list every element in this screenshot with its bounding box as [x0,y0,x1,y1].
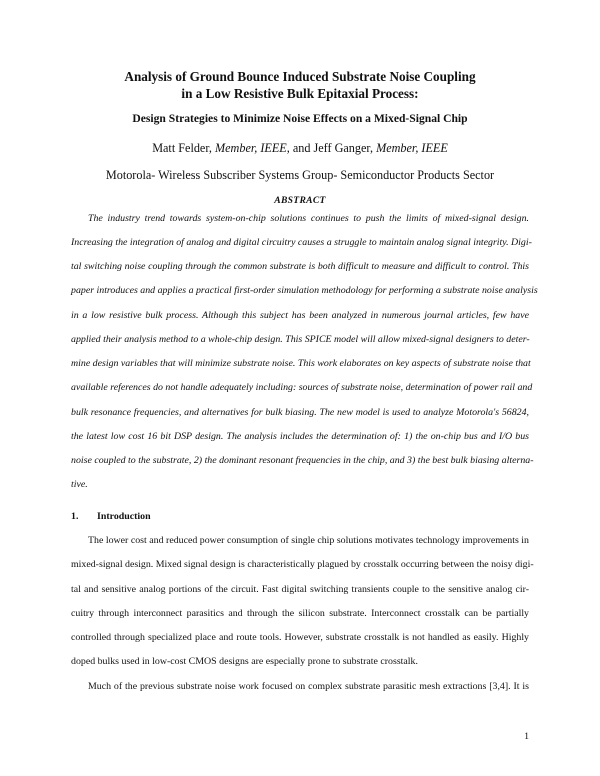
body-line: Much of the previous substrate noise work focused on complex substrate parasitic mesh extractions [3,4]. It is [88,681,529,692]
body-line: mixed-signal design. Mixed signal design is characteristically plagued by crosstalk occurring between the noisy digi- [71,559,534,570]
section-title: Introduction [97,511,151,522]
abstract-line: noise coupled to the substrate, 2) the dominant resonant frequencies in the chip, and 3) the best bulk biasing alterna- [71,455,534,466]
abstract-line: applied their analysis method to a whole-chip design. This SPICE model will allow mixed-signal designers to deter- [71,334,530,345]
paper-subtitle: Design Strategies to Minimize Noise Effects on a Mixed-Signal Chip [132,112,468,125]
section-number: 1. [71,511,79,522]
paper-title-line-1: Analysis of Ground Bounce Induced Substrate Noise Coupling [124,69,476,84]
body-line: cuitry through interconnect parasitics and through the silicon substrate. Interconnect crosstalk can be partially [71,608,529,619]
author-1-membership: Member, IEEE, [215,141,290,155]
abstract-heading: ABSTRACT [274,195,326,206]
body-line: The lower cost and reduced power consumption of single chip solutions motivates technology improvements in [88,535,529,546]
author-2-membership: Member, IEEE [376,141,448,155]
abstract-line: paper introduces and applies a practical first-order simulation methodology for performing a substrate noise analysis [71,285,538,296]
abstract-line: in a low resistive bulk process. Although this subject has been analyzed in numerous journal articles, few have [71,310,529,321]
abstract-line: The industry trend towards system-on-chip solutions continues to push the limits of mixed-signal design. [88,213,529,224]
abstract-line: available references do not handle adequately including: sources of substrate noise, determination of power rail and [71,382,533,393]
body-line: doped bulks used in low-cost CMOS designs are especially prone to substrate crosstalk. [71,656,418,667]
author-conjunction: and Jeff Ganger, [292,141,374,155]
affiliation: Motorola- Wireless Subscriber Systems Group- Semiconductor Products Sector [105,168,495,182]
abstract-line: bulk resonance frequencies, and alternatives for bulk biasing. The new model is used to analyze Motorola's 56824, [71,407,529,418]
paper-title-line-2: in a Low Resistive Bulk Epitaxial Process: [181,86,419,101]
author-1: Matt Felder, [152,141,212,155]
abstract-line: Increasing the integration of analog and digital circuitry causes a struggle to maintain analog signal integrity. Digi- [71,237,532,248]
abstract-line: mine design variables that will minimize substrate noise. This work elaborates on key aspects of substrate noise that [71,358,531,369]
body-line: controlled through specialized place and route tools. However, substrate crosstalk is not handled as easily. Highly [71,632,529,643]
abstract-line: the latest low cost 16 bit DSP design. The analysis includes the determination of: 1) the on-chip bus and I/O bus [71,431,529,442]
abstract-line: tal switching noise coupling through the common substrate is both difficult to measure and difficult to control. This [71,261,529,272]
abstract-line: tive. [71,479,88,490]
body-line: tal and sensitive analog portions of the circuit. Fast digital switching transients couple to the sensitive analog cir- [71,584,529,595]
page-number: 1 [524,731,529,742]
author-line [0,141,600,156]
